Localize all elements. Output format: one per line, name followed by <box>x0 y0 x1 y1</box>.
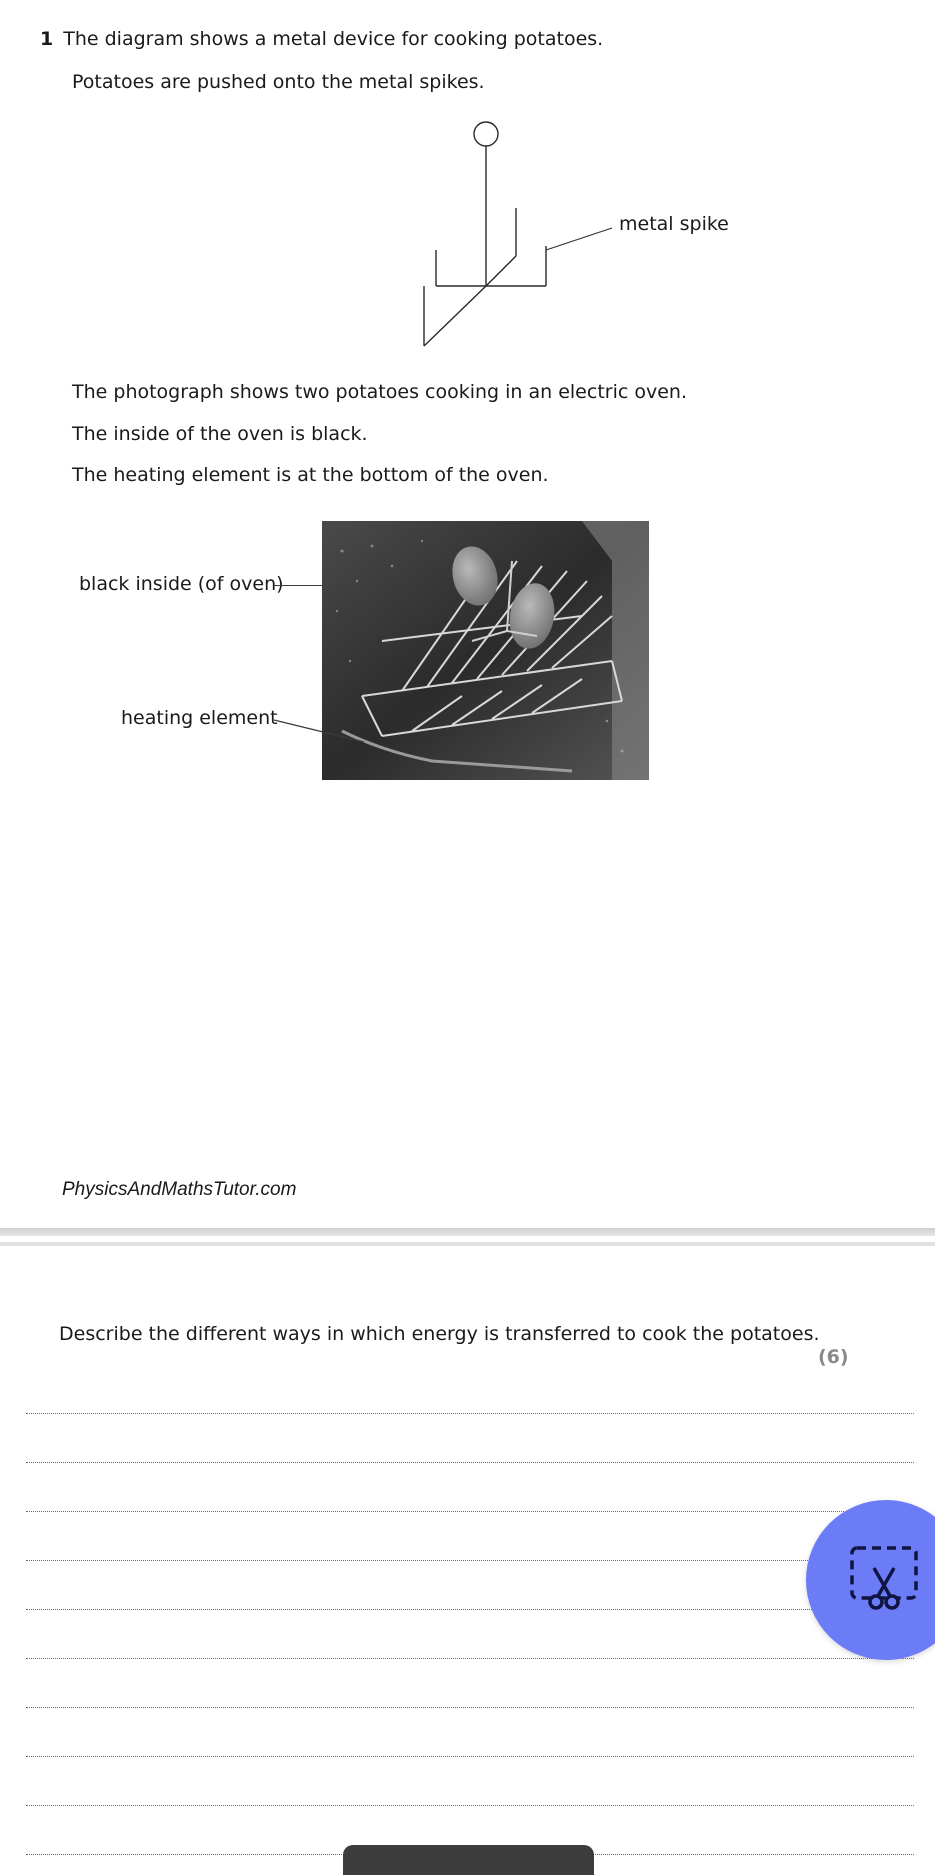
marks-badge: (6) <box>818 1346 849 1368</box>
answer-line[interactable] <box>26 1707 914 1708</box>
bottom-sheet-handle[interactable] <box>343 1845 594 1875</box>
device-ring <box>474 122 498 146</box>
heating-element-label: heating element <box>121 707 278 729</box>
answer-line[interactable] <box>26 1609 914 1610</box>
page-separator-line <box>0 1242 935 1246</box>
metal-spike-label: metal spike <box>619 213 729 235</box>
answer-line[interactable] <box>26 1413 914 1414</box>
black-inside-label: black inside (of oven) <box>79 573 284 595</box>
potato-device-diagram <box>410 118 730 358</box>
photo-text-3: The heating element is at the bottom of the oven. <box>72 464 549 486</box>
device-base-diagonal <box>424 286 486 346</box>
heating-element-leader <box>272 712 368 748</box>
answer-line[interactable] <box>26 1805 914 1806</box>
question-intro <box>40 27 603 51</box>
photo-text-1: The photograph shows two potatoes cooking in an electric oven. <box>72 381 687 403</box>
part-prompt: Describe the different ways in which energy is transferred to cook the potatoes. <box>59 1323 820 1345</box>
question-intro-text: The diagram shows a metal device for cooking potatoes. <box>63 28 604 50</box>
question-number: 1 <box>40 28 54 50</box>
page-separator <box>0 1228 935 1236</box>
answer-line[interactable] <box>26 1511 914 1512</box>
oven-photo-drawing <box>322 521 649 780</box>
oven-photo <box>322 521 649 780</box>
question-line-2: Potatoes are pushed onto the metal spikes. <box>72 71 485 93</box>
answer-line[interactable] <box>26 1462 914 1463</box>
watermark-text: PhysicsAndMathsTutor.com <box>62 1179 297 1200</box>
device-base-diagonal-back <box>486 256 516 286</box>
answer-line[interactable] <box>26 1658 914 1659</box>
scissors-cut-icon <box>846 1542 922 1618</box>
photo-text-2: The inside of the oven is black. <box>72 423 368 445</box>
metal-spike-leader <box>546 228 612 250</box>
screenshot-cut-button[interactable] <box>806 1500 935 1660</box>
answer-line[interactable] <box>26 1756 914 1757</box>
answer-line[interactable] <box>26 1560 914 1561</box>
black-inside-leader <box>274 585 322 586</box>
